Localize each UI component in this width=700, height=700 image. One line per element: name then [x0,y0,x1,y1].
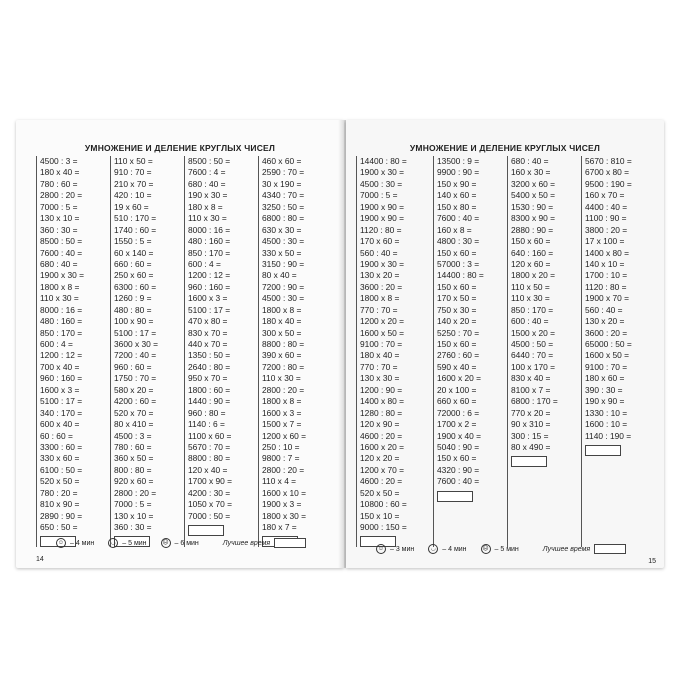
exercise-item: 20 x 100 = [437,384,477,395]
exercise-item: 1900 x 30 = [40,270,85,281]
exercise-item: 340 : 170 = [40,407,83,418]
exercise-item: 1200 x 60 = [262,430,307,441]
exercise-item: 1500 x 20 = [511,327,556,338]
exercise-item: 780 : 60 = [40,178,78,189]
exercise-item: 9000 : 150 = [360,522,407,532]
exercise-item: 1600 x 10 = [262,487,307,498]
exercise-item: 3600 : 20 = [360,281,403,292]
exercise-item: 1100 x 60 = [188,430,232,441]
smile-icon: ☺ [57,540,65,546]
exercise-item: 6100 : 50 = [40,464,83,475]
exercise-item: 190 x 30 = [188,190,228,201]
exercise-item: 30 x 190 = [262,178,302,189]
exercise-item: 1600 x 20 = [360,441,405,452]
exercise-item: 9100 : 70 = [360,339,403,349]
exercise-item: 1750 : 70 = [114,373,157,384]
exercise-item: 100 x 90 = [114,316,154,327]
exercise-item: 4500 : 50 = [511,339,554,349]
exercise-item: 1140 : 6 = [188,419,225,430]
exercise-item: 1900 x 30 = [360,167,405,178]
exercise-column [36,156,110,547]
exercise-item: 6440 : 70 = [511,350,554,361]
exercise-item: 960 : 80 = [188,407,226,418]
exercise-item: 180 x 40 = [40,167,80,178]
exercise-item: 580 x 20 = [114,384,154,395]
exercise-item: 150 x 60 = [437,281,477,292]
exercise-item: 1600 : 10 = [585,419,628,430]
exercise-item: 4500 : 3 = [114,430,152,441]
exercise-item: 110 x 50 = [511,281,550,292]
exercise-item: 770 : 70 = [360,304,398,315]
exercise-item: 140 x 60 = [437,190,477,201]
exercise-item: 80 x 410 = [114,419,154,430]
frown-face-icon: ☹ [162,540,169,546]
exercise-item: 1200 : 12 = [188,270,231,281]
exercise-item: 140 x 10 = [585,258,625,269]
exercise-item: 1050 x 70 = [188,499,233,510]
exercise-item: 13500 : 9 = [437,156,480,166]
exercise-item: 8100 x 7 = [511,384,551,395]
exercise-item: 1800 x 20 = [511,270,556,281]
exercise-column [507,156,581,547]
exercise-item: 1350 : 50 = [188,350,231,361]
exercise-item: 3600 x 30 = [114,339,159,349]
exercise-item: 120 x 60 = [511,258,551,269]
exercise-item: 170 x 50 = [437,293,477,304]
exercise-item: 8800 : 80 = [262,339,305,349]
exercise-item: 180 x 60 = [585,373,625,384]
best-time-label: Лучшее время [542,545,591,553]
exercise-item: 180 x 40 = [360,350,400,361]
exercise-item: 1600 x 3 = [188,293,228,304]
exercise-item: 1900 x 40 = [437,430,482,441]
exercise-item: 1440 : 90 = [188,396,231,407]
exercise-item: 3250 : 50 = [262,201,305,212]
exercise-item: 1530 : 90 = [511,201,554,212]
exercise-item: 8000 : 16 = [40,304,83,315]
exercise-item: 460 x 60 = [262,156,302,166]
exercise-item: 960 : 60 = [114,361,152,372]
exercise-item: 640 : 160 = [511,247,554,258]
exercise-item: 700 x 40 = [40,361,80,372]
exercise-item: 650 : 50 = [40,522,78,532]
exercise-item: 72000 : 6 = [437,407,480,418]
exercise-item: 3200 x 60 = [511,178,556,189]
exercise-item: 520 x 50 = [40,476,80,487]
exercise-item: 4500 : 3 = [40,156,78,166]
exercise-item: 600 : 40 = [511,316,549,327]
exercise-item: 170 x 60 = [360,236,400,247]
exercise-item: 770 : 70 = [360,361,398,372]
answer-box[interactable] [188,525,224,536]
exercise-item: 1900 x 90 = [360,213,405,224]
exercise-item: 1260 : 9 = [114,293,152,304]
exercise-item: 300 x 50 = [262,327,302,338]
exercise-item: 4200 : 30 = [188,487,231,498]
open-workbook [16,120,664,570]
exercise-item: 390 : 30 = [585,384,623,395]
legend-time-1: – 4 мин [70,539,95,547]
exercise-item: 780 : 20 = [40,487,78,498]
exercise-item: 6800 : 80 = [262,213,305,224]
exercise-item: 1900 x 30 = [360,258,405,269]
exercise-item: 1280 : 80 = [360,407,403,418]
exercise-item: 680 : 40 = [188,178,226,189]
exercise-item: 100 x 170 = [511,361,556,372]
page-number: 15 [648,558,656,565]
exercise-item: 1800 x 8 = [40,281,80,292]
exercise-item: 830 x 40 = [511,373,551,384]
exercise-item: 1600 x 3 = [262,407,302,418]
exercise-item: 120 x 40 = [188,464,228,475]
exercise-item: 150 x 60 = [437,453,477,464]
exercise-item: 600 : 4 = [188,258,221,269]
exercise-column [356,156,433,547]
exercise-item: 1800 x 30 = [262,510,307,521]
exercise-item: 910 : 70 = [114,167,152,178]
exercise-item: 1550 : 5 = [114,236,152,247]
exercise-item: 8000 : 16 = [188,224,231,235]
exercise-item: 770 x 20 = [511,407,551,418]
exercise-item: 1600 x 50 = [585,350,630,361]
exercise-item: 14400 : 80 = [360,156,407,166]
exercise-item: 60 x 140 = [114,247,154,258]
exercise-item: 680 : 40 = [511,156,549,166]
exercise-item: 190 x 90 = [585,396,625,407]
exercise-item: 1200 x 70 = [360,464,405,475]
best-time-label: Лучшее время [222,539,271,547]
exercise-item: 180 x 7 = [262,522,297,532]
exercise-item: 5400 x 50 = [511,190,556,201]
answer-box[interactable] [437,491,473,502]
exercise-item: 1400 x 80 = [585,247,630,258]
exercise-column [581,156,647,547]
exercise-item: 1120 : 80 = [585,281,627,292]
exercise-item: 5250 : 70 = [437,327,480,338]
exercise-item: 560 : 40 = [585,304,623,315]
exercise-item: 360 x 50 = [114,453,154,464]
exercise-item: 4500 : 30 = [262,293,305,304]
exercise-column [184,156,258,547]
exercise-item: 960 : 160 = [40,373,83,384]
exercise-item: 850 : 170 = [188,247,231,258]
exercise-item: 150 x 60 = [437,339,477,349]
exercise-item: 1900 x 90 = [360,201,405,212]
exercise-item: 1900 x 70 = [585,293,630,304]
exercise-item: 630 x 30 = [262,224,302,235]
exercise-item: 1500 x 7 = [262,419,302,430]
exercise-item: 7600 : 40 = [437,213,480,224]
exercise-item: 8800 : 80 = [188,453,231,464]
exercise-item: 680 : 40 = [40,258,78,269]
best-time-box[interactable] [274,538,306,548]
exercise-item: 120 x 20 = [360,453,400,464]
exercise-item: 110 x 4 = [262,476,297,487]
exercise-item: 1140 : 190 = [585,430,632,441]
exercise-item: 1200 : 90 = [360,384,403,395]
smile-icon: ☺ [377,546,385,552]
left-page [16,120,344,568]
exercise-item: 4320 : 90 = [437,464,480,475]
exercise-item: 8300 x 90 = [511,213,556,224]
exercise-item: 19 x 60 = [114,201,149,212]
exercise-item: 850 : 170 = [40,327,83,338]
exercise-item: 110 x 30 = [40,293,79,304]
exercise-item: 110 x 50 = [114,156,153,166]
exercise-item: 1600 x 20 = [437,373,482,384]
exercise-item: 360 : 30 = [114,522,152,532]
answer-box[interactable] [511,456,547,467]
exercise-item: 330 x 50 = [262,247,302,258]
legend-time-2: – 4 мин [442,545,467,553]
exercise-item: 4500 : 30 = [360,178,403,189]
exercise-item: 800 : 80 = [114,464,152,475]
exercise-item: 7000 : 50 = [188,510,231,521]
legend-time-3: – 6 мин [174,539,199,547]
exercise-item: 300 : 15 = [511,430,549,441]
time-legend [56,538,306,548]
exercise-item: 5040 : 90 = [437,441,480,452]
neutral-face-icon: ◡ [108,538,118,548]
exercise-item: 8500 : 50 = [40,236,83,247]
exercise-columns [36,156,322,547]
exercise-item: 850 : 170 = [511,304,554,315]
exercise-item: 120 x 90 = [360,419,400,430]
exercise-item: 160 x 30 = [511,167,551,178]
exercise-item: 2640 : 80 = [188,361,231,372]
exercise-item: 5670 : 810 = [585,156,632,166]
exercise-item: 210 x 70 = [114,178,154,189]
exercise-item: 7600 : 4 = [188,167,226,178]
exercise-item: 330 x 60 = [40,453,80,464]
neutral-face-icon: ◡ [428,544,438,554]
exercise-item: 920 x 60 = [114,476,154,487]
exercise-item: 480 : 160 = [188,236,231,247]
exercise-item: 150 x 60 = [511,236,551,247]
exercise-item: 180 x 8 = [188,201,223,212]
exercise-item: 7600 : 40 = [40,247,83,258]
exercise-item: 250 : 10 = [262,441,300,452]
exercise-item: 6300 : 60 = [114,281,157,292]
exercise-item: 810 x 90 = [40,499,80,510]
exercise-item: 1740 : 60 = [114,224,157,235]
exercise-item: 2800 : 20 = [114,487,157,498]
exercise-item: 1200 x 20 = [360,316,405,327]
exercise-column [110,156,184,547]
exercise-item: 150 x 90 = [437,178,477,189]
exercise-item: 180 x 40 = [262,316,302,327]
legend-time-1: – 3 мин [390,545,415,553]
exercise-item: 110 x 30 = [262,373,301,384]
exercise-item: 390 x 60 = [262,350,302,361]
exercise-item: 7000 : 5 = [40,201,78,212]
exercise-item: 4600 : 20 = [360,476,403,487]
exercise-item: 110 x 30 = [188,213,227,224]
exercise-item: 9100 : 70 = [585,361,628,372]
exercise-item: 4340 : 70 = [262,190,305,201]
exercise-item: 1600 x 50 = [360,327,405,338]
exercise-item: 3300 : 60 = [40,441,83,452]
exercise-item: 2880 : 90 = [511,224,554,235]
exercise-item: 1900 x 3 = [262,499,302,510]
exercise-item: 10800 : 60 = [360,499,407,510]
exercise-item: 1800 : 60 = [188,384,231,395]
exercise-item: 600 x 40 = [40,419,80,430]
exercise-item: 150 x 60 = [437,247,477,258]
exercise-item: 7000 : 5 = [360,190,398,201]
exercise-item: 1700 : 10 = [585,270,628,281]
exercise-item: 2760 : 60 = [437,350,480,361]
exercise-item: 140 x 20 = [437,316,477,327]
frown-face-icon: ☹ [482,546,489,552]
exercise-item: 4600 : 20 = [360,430,403,441]
exercise-item: 440 x 70 = [188,339,228,349]
exercise-item: 2800 : 20 = [262,384,305,395]
exercise-item: 1400 x 80 = [360,396,405,407]
exercise-item: 3800 : 20 = [585,224,628,235]
exercise-item: 150 x 10 = [360,510,400,521]
exercise-column [433,156,507,547]
exercise-item: 510 : 170 = [114,213,157,224]
exercise-item: 1100 : 90 = [585,213,627,224]
exercise-item: 14400 : 80 = [437,270,484,281]
exercise-item: 3150 : 90 = [262,258,305,269]
exercise-item: 250 x 60 = [114,270,154,281]
exercise-item: 130 x 20 = [360,270,400,281]
legend-time-3: – 5 мин [494,545,519,553]
exercise-item: 7200 : 90 = [262,281,305,292]
exercise-item: 1700 x 90 = [188,476,233,487]
exercise-item: 660 : 60 = [114,258,152,269]
exercise-item: 360 : 30 = [40,224,78,235]
exercise-item: 1200 : 12 = [40,350,83,361]
exercise-item: 4200 : 60 = [114,396,157,407]
exercise-item: 590 x 40 = [437,361,477,372]
exercise-item: 7000 : 5 = [114,499,152,510]
exercise-item: 1600 x 3 = [40,384,80,395]
exercise-item: 420 : 10 = [114,190,152,201]
exercise-item: 160 x 70 = [585,190,625,201]
right-page [346,120,664,568]
exercise-item: 160 x 8 = [437,224,472,235]
exercise-item: 950 x 70 = [188,373,228,384]
page-title: УМНОЖЕНИЕ И ДЕЛЕНИЕ КРУГЛЫХ ЧИСЕЛ [84,143,276,153]
exercise-item: 90 x 310 = [511,419,551,430]
exercise-item: 560 : 40 = [360,247,398,258]
best-time-box[interactable] [594,544,626,554]
exercise-item: 1330 : 10 = [585,407,628,418]
time-legend [376,544,626,554]
exercise-item: 520 x 70 = [114,407,154,418]
exercise-item: 2800 : 20 = [40,190,83,201]
exercise-item: 1800 x 8 = [262,304,302,315]
exercise-item: 130 x 20 = [585,316,625,327]
exercise-item: 5100 : 17 = [114,327,157,338]
exercise-item: 9500 : 190 = [585,178,632,189]
exercise-item: 2590 : 70 = [262,167,305,178]
exercise-item: 60 : 60 = [40,430,73,441]
exercise-item: 6800 : 170 = [511,396,558,407]
exercise-item: 80 x 40 = [262,270,297,281]
exercise-item: 80 x 490 = [511,441,551,452]
exercise-item: 4800 : 30 = [437,236,480,247]
exercise-item: 470 x 80 = [188,316,228,327]
exercise-item: 9800 : 7 = [262,453,300,464]
exercise-item: 4500 : 30 = [262,236,305,247]
exercise-item: 3600 : 20 = [585,327,628,338]
exercise-item: 7200 : 40 = [114,350,157,361]
exercise-item: 780 : 60 = [114,441,152,452]
exercise-item: 130 x 30 = [360,373,400,384]
exercise-item: 480 : 160 = [40,316,83,327]
exercise-item: 130 x 10 = [114,510,154,521]
exercise-item: 4400 : 40 = [585,201,628,212]
exercise-item: 5670 : 70 = [188,441,231,452]
exercise-item: 1800 x 8 = [360,293,400,304]
exercise-item: 2890 : 90 = [40,510,83,521]
exercise-item: 65000 : 50 = [585,339,632,349]
page-number: 14 [36,556,44,563]
exercise-item: 480 : 80 = [114,304,152,315]
exercise-item: 660 x 60 = [437,396,477,407]
exercise-item: 1800 x 8 = [262,396,302,407]
exercise-item: 520 x 50 = [360,487,400,498]
exercise-item: 7600 : 40 = [437,476,480,487]
exercise-item: 7200 : 80 = [262,361,305,372]
exercise-item: 1120 : 80 = [360,224,402,235]
exercise-column [258,156,322,547]
page-title: УМНОЖЕНИЕ И ДЕЛЕНИЕ КРУГЛЫХ ЧИСЕЛ [409,143,601,153]
exercise-item: 5100 : 17 = [188,304,231,315]
exercise-item: 6700 x 80 = [585,167,630,178]
exercise-item: 9900 : 90 = [437,167,480,178]
exercise-item: 130 x 10 = [40,213,80,224]
answer-box[interactable] [585,445,621,456]
exercise-item: 750 x 30 = [437,304,477,315]
exercise-item: 150 x 80 = [437,201,477,212]
exercise-item: 5100 : 17 = [40,396,83,407]
exercise-item: 830 x 70 = [188,327,228,338]
exercise-item: 960 : 160 = [188,281,231,292]
exercise-item: 600 : 4 = [40,339,73,349]
exercise-item: 1700 x 2 = [437,419,477,430]
exercise-item: 110 x 30 = [511,293,550,304]
legend-time-2: – 5 мин [122,539,147,547]
exercise-item: 8500 : 50 = [188,156,231,166]
exercise-item: 57000 : 3 = [437,258,480,269]
exercise-item: 2800 : 20 = [262,464,305,475]
exercise-columns [356,156,647,547]
exercise-item: 17 x 100 = [585,236,625,247]
